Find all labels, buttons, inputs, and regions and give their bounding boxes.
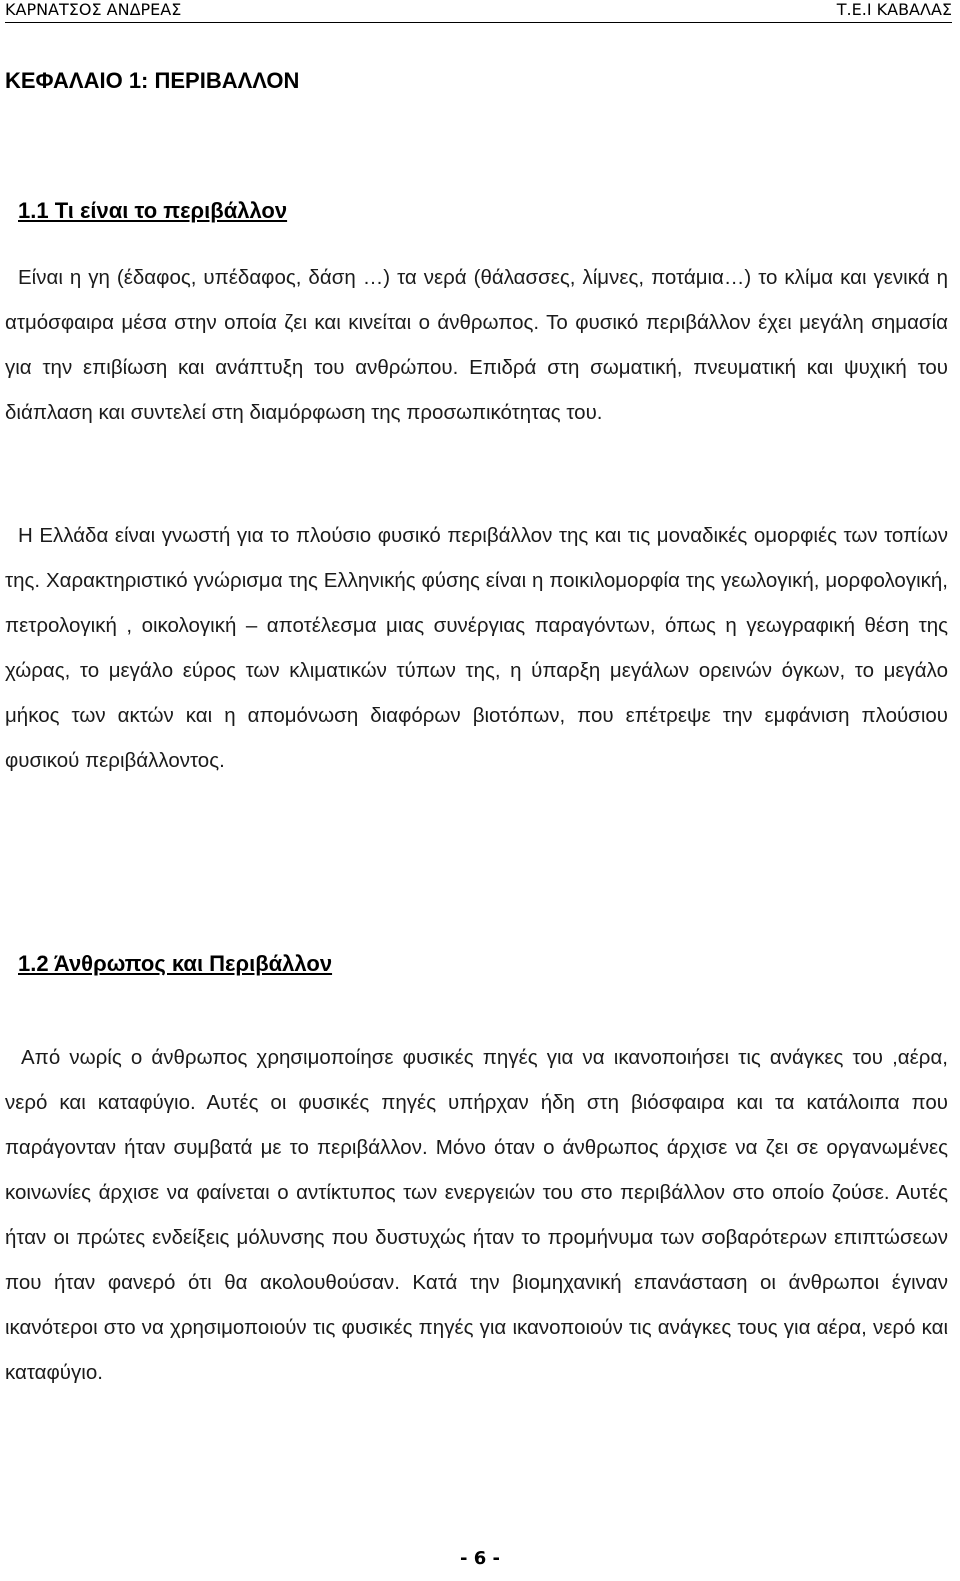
chapter-title: ΚΕΦΑΛΑΙΟ 1: ΠΕΡΙΒΑΛΛΟΝ	[5, 68, 300, 93]
page-number: - 6 -	[460, 1548, 500, 1569]
paragraph: Η Ελλάδα είναι γνωστή για το πλούσιο φυσικό περιβάλλον της και τις μοναδικές ομορφιές των τοπίων της. Χαρακτηριστικό γνώρισμα της Ελληνικής φύσης είναι η ποικιλομορφία της γεωλογική, μορφολογική, πετρολογική , οικολογική – αποτέλεσμα μιας συνέργιας παραγόντων, όπως η γεωγραφική θέση της χώρας, το μεγάλο εύρος των κλιματικών τύπων της, η ύπαρξη μεγάλων ορεινών όγκων, το μεγάλο μήκος των ακτών και η απομόνωση διαφόρων βιοτόπων, που επέτρεψε την εμφάνιση πλούσιου φυσικού περιβάλλοντος.	[5, 524, 948, 772]
paragraph: Είναι η γη (έδαφος, υπέδαφος, δάση …) τα νερά (θάλασσες, λίμνες, ποτάμια…) το κλίμα και γενικά η ατμόσφαιρα μέσα στην οποία ζει και κινείται ο άνθρωπος. Το φυσικό περιβάλλον έχει μεγάλη σημασία για την επιβίωση και ανάπτυξη του ανθρώπου. Επιδρά στη σωματική, πνευματική και ψυχική του διάπλαση και συντελεί στη διαμόρφωση της προσωπικότητας του.	[5, 266, 948, 424]
header-institution: Τ.Ε.Ι ΚΑΒΑΛΑΣ	[836, 0, 952, 19]
section-title: 1.2 Άνθρωπος και Περιβάλλον	[18, 951, 333, 976]
header-author: ΚΑΡΝΑΤΣΟΣ ΑΝΔΡΕΑΣ	[5, 0, 182, 19]
page-header	[5, 0, 952, 23]
section-title: 1.1 Τι είναι το περιβάλλον	[18, 198, 288, 223]
paragraph: Από νωρίς ο άνθρωπος χρησιμοποίησε φυσικές πηγές για να ικανοποιήσει τις ανάγκες του ,αέρα, νερό και καταφύγιο. Αυτές οι φυσικές πηγές υπήρχαν ήδη στη βιόσφαιρα και τα κατάλοιπα που παράγονταν ήταν συμβατά με το περιβάλλον. Μόνο όταν ο άνθρωπος άρχισε να ζει σε οργανωμένες κοινωνίες άρχισε να φαίνεται ο αντίκτυπος των ενεργειών του στο περιβάλλον στο οποίο ζούσε. Αυτές ήταν οι πρώτες ενδείξεις μόλυνσης που δυστυχώς ήταν το προμήνυμα των σοβαρότερων επιπτώσεων που ήταν φανερό ότι θα ακολουθούσαν. Κατά την βιομηχανική επανάσταση οι άνθρωποι έγιναν ικανότεροι στο να χρησιμοποιούν τις φυσικές πηγές για ικανοποιούν τις ανάγκες τους για αέρα, νερό και καταφύγιο.	[5, 1046, 948, 1384]
